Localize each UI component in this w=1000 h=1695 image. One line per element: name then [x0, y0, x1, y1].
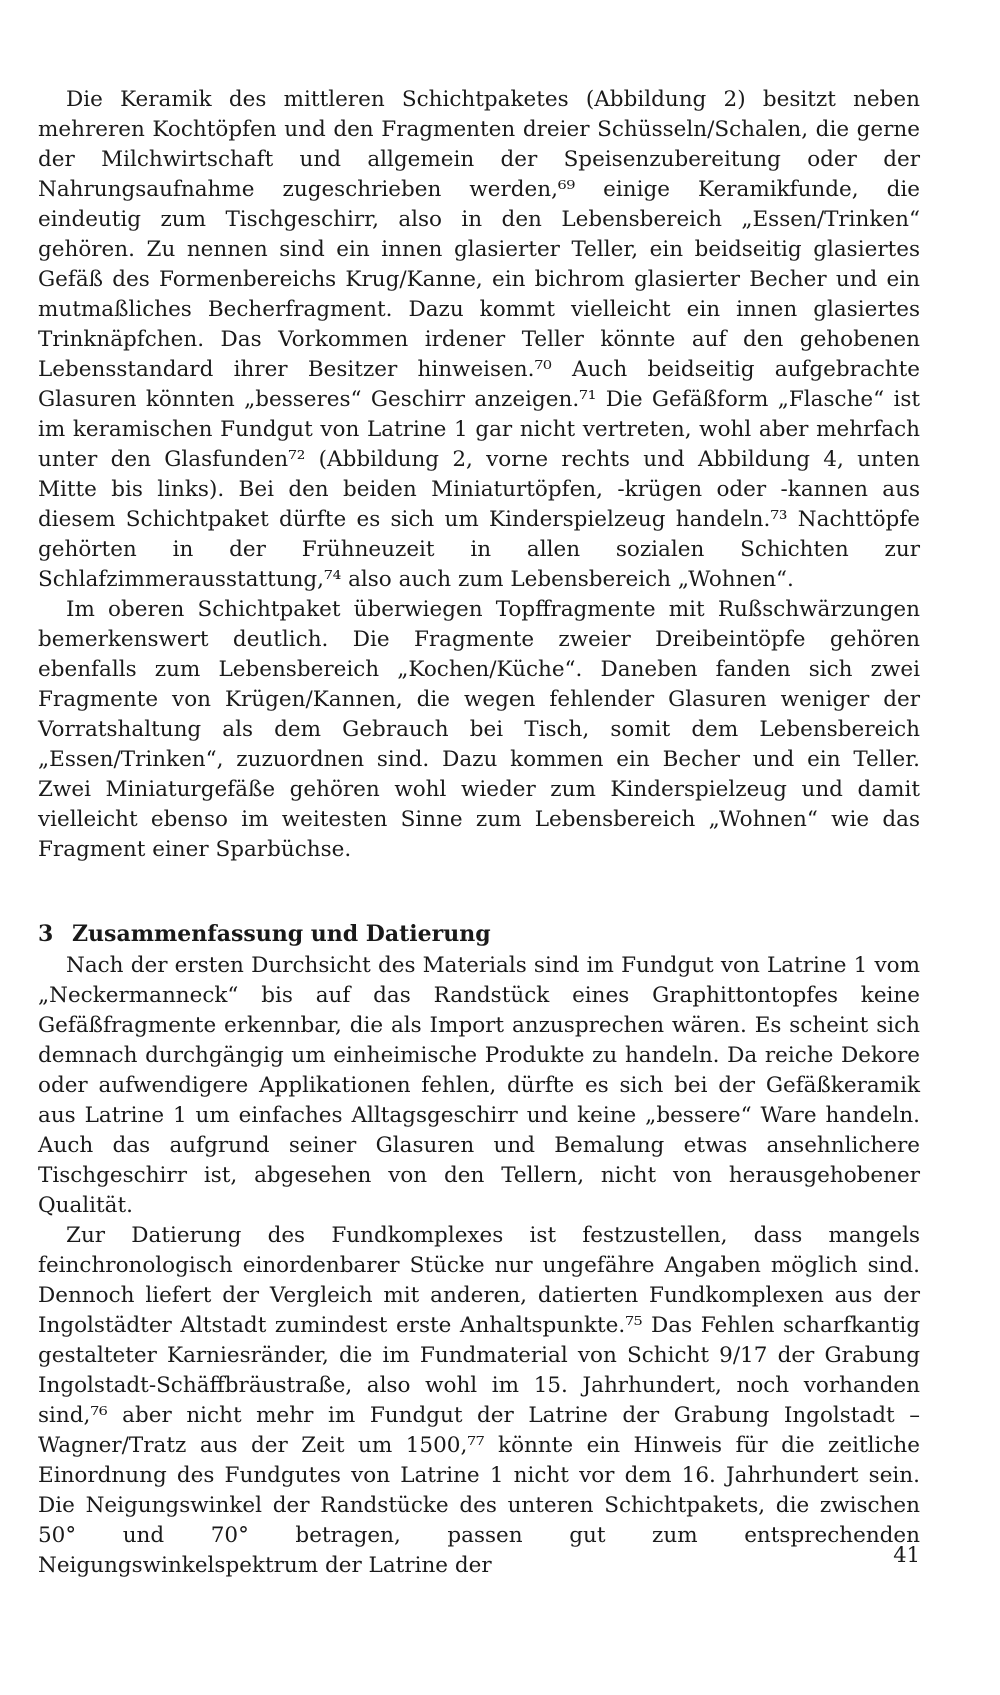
section-heading — [38, 919, 920, 949]
paragraph-middle-layer: Die Keramik des mittleren Schichtpaketes (Abbildung 2) besitzt neben mehreren Kochtöpfen und den Fragmenten dreier Schüsseln/Schalen, die gerne der Milchwirtschaft und allgemein der Speisenzubereitung oder der Nahrungsaufnahme zugeschrieben werden,⁶⁹ einige Keramikfunde, die eindeutig zum Tischgeschirr, also in den Lebensbereich „Essen/Trinken“ gehören. Zu nennen sind ein innen glasierter Teller, ein beidseitig glasiertes Gefäß des Formenbereichs Krug/Kanne, ein bichrom glasierter Becher und ein mutmaßliches Becherfragment. Dazu kommt vielleicht ein innen glasiertes Trinknäpfchen. Das Vorkommen irdener Teller könnte auf den gehobenen Lebensstandard ihrer Besitzer hinweisen.⁷⁰ Auch beidseitig aufgebrachte Glasuren könnten „besseres“ Geschirr anzeigen.⁷¹ Die Gefäßform „Flasche“ ist im keramischen Fundgut von Latrine 1 gar nicht vertreten, wohl aber mehrfach unter den Glasfunden⁷² (Abbildung 2, vorne rechts und Abbildung 4, unten Mitte bis links). Bei den beiden Miniaturtöpfen, -krügen oder -kannen aus diesem Schichtpaket dürfte es sich um Kinderspielzeug handeln.⁷³ Nachttöpfe gehörten in der Frühneuzeit in allen sozialen Schichten zur Schlafzimmerausstattung,⁷⁴ also auch zum Lebensbereich „Wohnen“. — [38, 87, 920, 592]
section-title: Zusammenfassung und Datierung — [72, 921, 491, 947]
page-number: 41 — [893, 1543, 920, 1567]
paragraph-dating: Zur Datierung des Fundkomplexes ist festzustellen, dass mangels feinchronologisch einordenbarer Stücke nur ungefähre Angaben möglich sind. Dennoch liefert der Vergleich mit anderen, datierten Fundkomplexen aus der Ingolstädter Altstadt zumindest erste Anhaltspunkte.⁷⁵ Das Fehlen scharfkantig gestalteter Karniesränder, die im Fundmaterial von Schicht 9/17 der Grabung Ingolstadt-Schäffbräustraße, also wohl im 15. Jahrhundert, noch vorhanden sind,⁷⁶ aber nicht mehr im Fundgut der Latrine der Grabung Ingolstadt – Wagner/Tratz aus der Zeit um 1500,⁷⁷ könnte ein Hinweis für die zeitliche Einordnung des Fundgutes von Latrine 1 nicht vor dem 16. Jahrhundert sein. Die Neigungswinkel der Randstücke des unteren Schichtpakets, die zwischen 50° und 70° betragen, passen gut zum entsprechenden Neigungswinkelspektrum der Latrine der — [38, 1223, 920, 1578]
paragraph-summary: Nach der ersten Durchsicht des Materials sind im Fundgut von Latrine 1 vom „Neckermanneck“ bis auf das Randstück eines Graphittontopfes keine Gefäßfragmente erkennbar, die als Import anzusprechen wären. Es scheint sich demnach durchgängig um einheimische Produkte zu handeln. Da reiche Dekore oder aufwendigere Applikationen fehlen, dürfte es sich bei der Gefäßkeramik aus Latrine 1 um einfaches Alltagsgeschirr und keine „bessere“ Ware handeln. Auch das aufgrund seiner Glasuren und Bemalung etwas ansehnlichere Tischgeschirr ist, abgesehen von den Tellern, nicht von herausgehobener Qualität. — [38, 953, 920, 1218]
section-number: 3 — [38, 921, 54, 947]
paragraph-upper-layer: Im oberen Schichtpaket überwiegen Topffragmente mit Rußschwärzungen bemerkenswert deutlich. Die Fragmente zweier Dreibeintöpfe gehören ebenfalls zum Lebensbereich „Kochen/Küche“. Daneben fanden sich zwei Fragmente von Krügen/Kannen, die wegen fehlender Glasuren weniger der Vorratshaltung als dem Gebrauch bei Tisch, somit dem Lebensbereich „Essen/Trinken“, zuzuordnen sind. Dazu kommen ein Becher und ein Teller. Zwei Miniaturgefäße gehören wohl wieder zum Kinderspielzeug und damit vielleicht ebenso im weitesten Sinne zum Lebensbereich „Wohnen“ wie das Fragment einer Sparbüchse. — [38, 597, 920, 862]
